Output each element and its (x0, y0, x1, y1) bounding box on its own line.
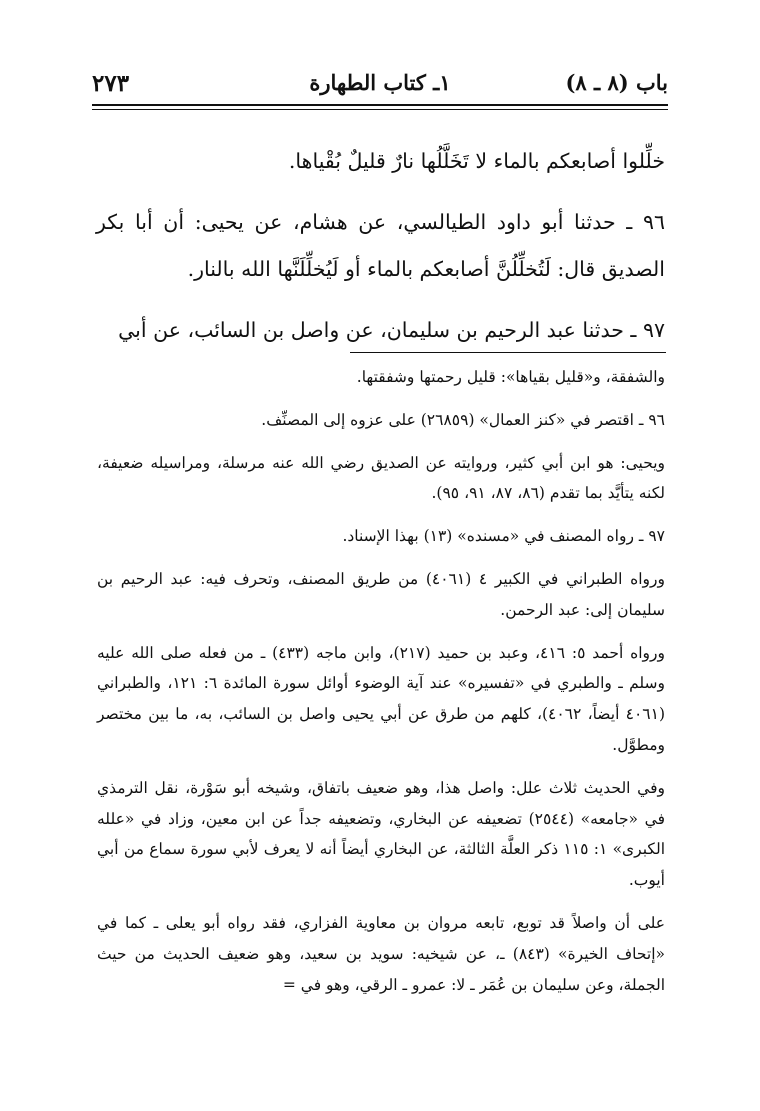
footnote-paragraph: والشفقة، و«قليل بقياها»: قليل رحمتها وشفقتها. (356, 368, 665, 386)
hadith-97: ٩٧ ـ حدثنا عبد الرحيم بن سليمان، عن واصل بن السائب، عن أبي (118, 318, 665, 342)
page-number: ٢٧٣ (92, 70, 130, 97)
footnote-paragraph: وفي الحديث ثلاث علل: واصل هذا، وهو ضعيف باتفاق، وشيخه أبو سَوْرة، نقل الترمذي في «جامعه» (٢٥٤٤) تضعيفه عن البخاري، وتضعيفه جداً عن ابن معين، وزاد في «علله الكبرى» ١: ١١٥ ذكر العلَّة الثالثة، عن البخاري أيضاً أنه لا يعرف لأبي سورة سماع من أبي أيوب. (97, 778, 666, 890)
main-text (96, 138, 665, 354)
book-title: ١ـ كتاب الطهارة (309, 70, 451, 95)
hadith-continuation: خلِّلوا أصابعكم بالماء لا تَخَلَّلُها نارٌ قليلٌ بُقْياها. (288, 149, 665, 173)
footnote-paragraph: ويحيى: هو ابن أبي كثير، وروايته عن الصديق رضي الله عنه مرسلة، ومراسيله ضعيفة، لكنه يتأيَّد بما تقدم (٨٦، ٨٧، ٩١، ٩٥). (97, 453, 665, 503)
footnotes (97, 362, 665, 1000)
running-header (92, 56, 668, 100)
footnote-paragraph: ٩٦ ـ اقتصر في «كنز العمال» (٢٦٨٥٩) على عزوه إلى المصنِّف. (261, 410, 665, 429)
footnote-paragraph: ورواه أحمد ٥: ٤١٦، وعبد بن حميد (٢١٧)، وابن ماجه (٤٣٣) ـ من فعله صلى الله عليه وسلم ـ والطبري في «تفسيره» عند آية الوضوء أوائل سورة المائدة ٦: ١٢١، والطبراني (٤٠٦١ أيضاً، ٤٠٦٢)، كلهم من طرق عن أبي يحيى واصل بن السائب، به، ما بين مختصر ومطوَّل. (97, 643, 665, 754)
footnote-paragraph: على أن واصلاً قد توبع، تابعه مروان بن معاوية الفزاري، فقد رواه أبو يعلى ـ كما في «إتحاف الخيرة» (٨٤٣) ـ، عن شيخيه: سويد بن سعيد، وهو ضعيف الحديث من حيث الجملة، وعن سليمان بن عُمَر ـ لا: عمرو ـ الرقي، وهو في = (97, 913, 665, 994)
hadith-96: ٩٦ ـ حدثنا أبو داود الطيالسي، عن هشام، عن يحيى: أن أبا بكر الصديق قال: لَتُخلِّلُنَّ أصابعكم بالماء أو لَيُخلِّلَنَّها الله بالنار. (96, 210, 665, 281)
footnote-separator (350, 352, 666, 353)
footnote-paragraph: ورواه الطبراني في الكبير ٤ (٤٠٦١) من طريق المصنف، وتحرف فيه: عبد الرحيم بن سليمان إلى: عبد الرحمن. (97, 569, 665, 619)
chapter-heading: باب (٨ ـ ٨) (565, 70, 668, 95)
header-rule (92, 104, 668, 110)
footnote-paragraph: ٩٧ ـ رواه المصنف في «مسنده» (١٣) بهذا الإسناد. (342, 527, 665, 546)
